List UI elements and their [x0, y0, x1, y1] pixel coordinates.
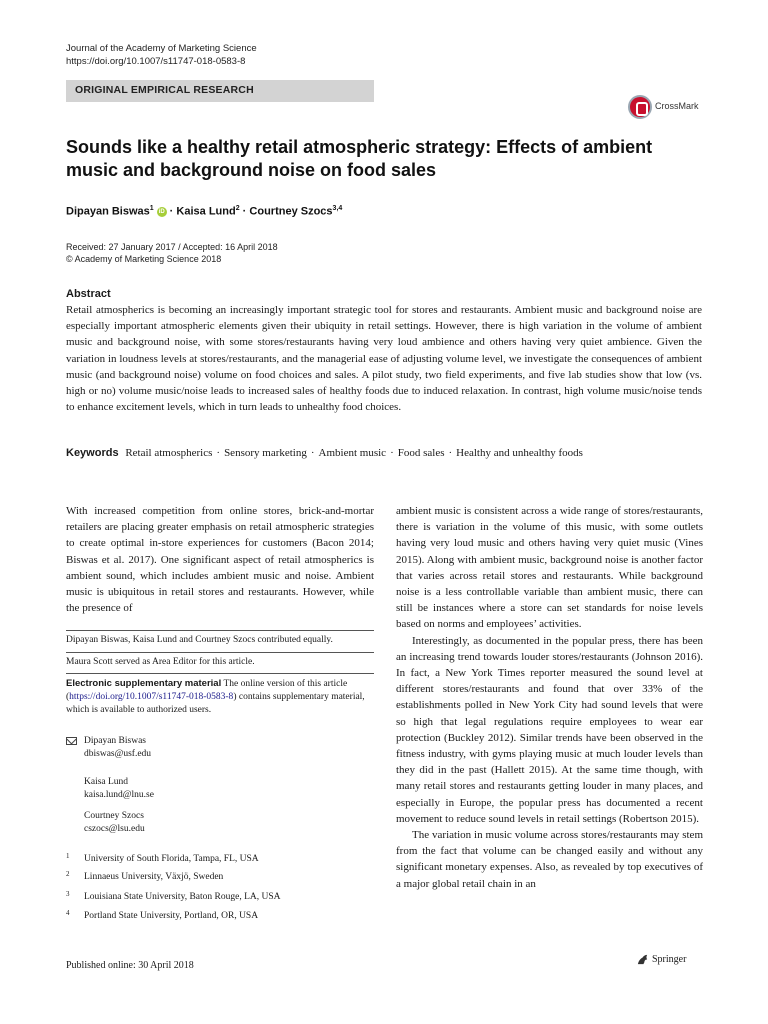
author-separator: · [169, 205, 174, 218]
contact-email[interactable]: cszocs@lsu.edu [84, 824, 145, 834]
keyword-item[interactable]: Food sales [397, 447, 445, 459]
body-paragraph: ambient music is consistent across a wide range of stores/restaurants, there is variation in the volume of this music, with some outlets having very loud music and others having very quiet music (Vines 2015). Along with ambient music, background noise is another factor that varies across retail stores and restaurants. While background noise is a less controllable variable than ambient music, there can still be instances where a store can set standards for noise levels based on norms and employees’ activities. [396, 505, 703, 631]
keyword-separator: · [216, 447, 221, 459]
affiliation-number: 2 [66, 870, 70, 878]
affiliation-number: 1 [66, 852, 70, 860]
mail-icon [66, 737, 77, 745]
body-left-column [66, 503, 374, 616]
author-affiliation-ref: 1 [149, 205, 154, 212]
author-list [66, 205, 342, 218]
keywords-heading: Keywords [66, 447, 119, 459]
keywords [66, 447, 583, 459]
footnote-divider [66, 630, 374, 631]
keyword-item[interactable]: Healthy and unhealthy foods [456, 447, 583, 459]
contact-name: Dipayan Biswas [84, 736, 147, 746]
article-title: Sounds like a healthy retail atmospheric strategy: Effects of ambient music and background noise on food sales [66, 137, 653, 180]
esm-text: The online version of this article ( [66, 679, 348, 702]
author-name[interactable]: Dipayan Biswas [66, 205, 150, 218]
crossmark-label: CrossMark [655, 101, 699, 111]
published-online-date: Published online: 30 April 2018 [66, 960, 194, 971]
esm-label: Electronic supplementary material [66, 678, 222, 689]
orcid-icon[interactable]: iD [158, 208, 165, 215]
abstract-heading: Abstract [66, 288, 111, 300]
affiliation-text: Portland State University, Portland, OR, USA [84, 911, 259, 921]
journal-name: Journal of the Academy of Marketing Science [66, 43, 257, 54]
contact-block [66, 810, 145, 836]
author-separator: · [242, 205, 247, 218]
affiliation-text: Linnaeus University, Växjö, Sweden [84, 872, 224, 882]
footnote-esm [66, 677, 374, 717]
section-band [66, 80, 374, 102]
publisher-logo [636, 953, 686, 966]
affiliation-number: 4 [66, 909, 70, 917]
footnote-area-editor: Maura Scott served as Area Editor for this article. [66, 657, 255, 667]
body-paragraph: Interestingly, as documented in the popular press, there has been an increasing trend towards louder stores/restaurants (Johnson 2016). In fact, a New York Times reporter measured the sound level at different stores/restaurants and found that over 33% of the establishments polled in New York City had sound levels that were so high that legal regulations require employees to wear ear protection (Buckley 2012). Similar trends have been observed in the fitness industry, with gyms playing music at much louder levels than they did in the past (Hallett 2015). At the same time though, with many retail stores and restaurants getting louder in many places, and especially in Europe, the popular press has documented a recent movement to reduce sound levels in retail settings (Robertson 2015). [396, 634, 703, 825]
contact-name: Kaisa Lund [84, 777, 129, 787]
body-right-column [396, 503, 703, 892]
keyword-item[interactable]: Retail atmospherics [125, 447, 213, 459]
keyword-separator: · [310, 447, 315, 459]
author-name[interactable]: Kaisa Lund [176, 205, 236, 218]
contact-email[interactable]: kaisa.lund@lnu.se [84, 790, 154, 800]
author-affiliation-ref: 2 [235, 205, 240, 212]
author-affiliation-ref: 3,4 [332, 205, 343, 212]
article-doi[interactable]: https://doi.org/10.1007/s11747-018-0583-8 [66, 56, 246, 67]
footnote-equal-contribution: Dipayan Biswas, Kaisa Lund and Courtney Szocs contributed equally. [66, 635, 333, 645]
contact-block [66, 735, 151, 761]
footnote-divider [66, 652, 374, 653]
springer-horse-icon [636, 953, 649, 966]
esm-link[interactable]: https://doi.org/10.1007/s11747-018-0583-8 [69, 692, 234, 702]
crossmark-badge[interactable] [628, 92, 704, 122]
keyword-separator: · [448, 447, 453, 459]
contact-email[interactable]: dbiswas@usf.edu [84, 749, 152, 759]
contact-block [66, 776, 154, 802]
crossmark-icon [628, 95, 652, 119]
keyword-item[interactable]: Sensory marketing [224, 447, 307, 459]
affiliation-text: Louisiana State University, Baton Rouge, LA, USA [84, 892, 281, 902]
keyword-item[interactable]: Ambient music [318, 447, 387, 459]
section-label: ORIGINAL EMPIRICAL RESEARCH [75, 84, 254, 96]
affiliation-number: 3 [66, 890, 70, 898]
article-dates [66, 241, 278, 265]
abstract-text: Retail atmospherics is becoming an increasingly important strategic tool for stores and restaurants. Ambient music and background noise are especially important atmospheric elements given their ubiquity in retail settings. However, there is high variation in the volume of ambient music and background noise, with some stores/restaurants having very loud ambience and others having very quiet ambience. Given the variation in loudness levels at stores/restaurants, and the managerial ease of adjusting volume level, we investigate the consequences of ambient music (and background noise) volume on food choices and sales. A pilot study, two field experiments, and five lab studies show that low (vs. high or no) volume music/noise leads to increased sales of healthy foods due to induced relaxation. In contrast, high volume music/noise tends to enhance excitement levels, which in turn leads to unhealthy food choices. [66, 304, 702, 414]
copyright-notice: © Academy of Marketing Science 2018 [66, 254, 222, 264]
contact-name: Courtney Szocs [84, 811, 144, 821]
keyword-separator: · [390, 447, 394, 459]
body-paragraph: With increased competition from online stores, brick-and-mortar retailers are placing greater emphasis on retail atmospheric strategies to create optimal in-store experiences for customers (Bacon 2014; Biswas et al. 2017). One significant aspect of retail atmospherics is ambient sound, which includes ambient music and noise. Ambient music is ubiquitous in retail stores and restaurants. However, while the presence of [66, 505, 374, 615]
body-paragraph: The variation in music volume across stores/restaurants may stem from the fact that volume can be changed easily and without any significant monetary expenses. Also, as revealed by top executives of a major global retail chain in an [396, 829, 703, 890]
publisher-name: Springer [652, 953, 687, 965]
author-name[interactable]: Courtney Szocs [249, 205, 333, 218]
received-accepted-dates: Received: 27 January 2017 / Accepted: 16 April 2018 [66, 242, 278, 252]
affiliation-text: University of South Florida, Tampa, FL, USA [84, 854, 259, 864]
footnote-divider [66, 673, 374, 674]
esm-text: ) contains supplementary material, which is available to authorized users. [66, 692, 365, 715]
